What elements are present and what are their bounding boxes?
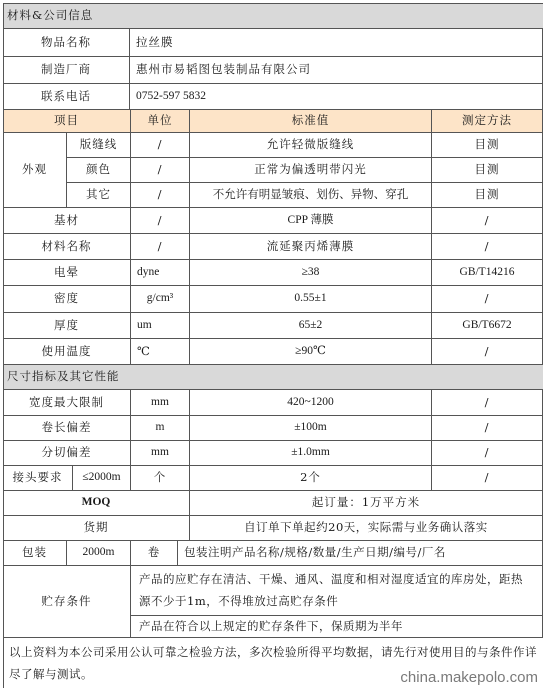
section-header-company bbox=[3, 3, 543, 29]
table-cell: 卷长偏差 bbox=[3, 416, 131, 441]
watermark: china.makepolo.com bbox=[400, 669, 538, 686]
footer-note: 以上资料为本公司采用公认可靠之检验方法，多次检验所得平均数据，请先行对使用目的与条件作详尽了解与测试。 bbox=[9, 645, 537, 681]
table-cell: 其它 bbox=[67, 183, 131, 208]
table-cell: GB/T6672 bbox=[432, 313, 543, 339]
column-header-method: 测定方法 bbox=[432, 110, 543, 133]
table-cell: 卷 bbox=[131, 541, 178, 566]
table-cell: 0.55±1 bbox=[190, 286, 432, 313]
table-cell: 颜色 bbox=[67, 158, 131, 183]
table-cell: / bbox=[131, 158, 190, 183]
label-manufacturer: 制造厂商 bbox=[3, 57, 130, 84]
table-cell: 厚度 bbox=[3, 313, 131, 339]
value-product-name: 拉丝膜 bbox=[130, 29, 543, 57]
table-cell: 宽度最大限制 bbox=[3, 390, 131, 416]
label-product-name: 物品名称 bbox=[3, 29, 130, 57]
table-cell: MOQ bbox=[3, 491, 190, 516]
table-cell: mm bbox=[131, 390, 190, 416]
table-cell: / bbox=[131, 234, 190, 260]
table-cell: 2000m bbox=[67, 541, 131, 566]
table-cell: ℃ bbox=[131, 339, 190, 365]
table-cell: 目测 bbox=[432, 183, 543, 208]
table-cell: ≥90℃ bbox=[190, 339, 432, 365]
table-cell: / bbox=[432, 234, 543, 260]
table-cell: 材料名称 bbox=[3, 234, 131, 260]
table-cell: 正常为偏透明带闪光 bbox=[190, 158, 432, 183]
table-cell: / bbox=[131, 133, 190, 158]
table-cell: mm bbox=[131, 441, 190, 466]
table-cell: um bbox=[131, 313, 190, 339]
table-cell: 目测 bbox=[432, 158, 543, 183]
table-cell: / bbox=[432, 441, 543, 466]
table-cell: / bbox=[432, 466, 543, 491]
table-cell: 使用温度 bbox=[3, 339, 131, 365]
table-cell: GB/T14216 bbox=[432, 260, 543, 286]
table-cell: dyne bbox=[131, 260, 190, 286]
table-cell: 不允许有明显皱痕、划伤、异物、穿孔 bbox=[190, 183, 432, 208]
column-header-standard: 标准值 bbox=[190, 110, 432, 133]
section-header-dimensions bbox=[3, 365, 543, 390]
table-cell: / bbox=[432, 390, 543, 416]
table-cell: 货期 bbox=[3, 516, 190, 541]
appearance-label: 外观 bbox=[3, 133, 67, 208]
table-cell: ≤2000m bbox=[73, 466, 131, 491]
label-phone: 联系电话 bbox=[3, 84, 130, 110]
table-cell: 起订量：1万平方米 bbox=[190, 491, 543, 516]
table-cell: 版缝线 bbox=[67, 133, 131, 158]
table-cell: 密度 bbox=[3, 286, 131, 313]
table-cell: 分切偏差 bbox=[3, 441, 131, 466]
table-cell: 贮存条件 bbox=[3, 566, 131, 638]
table-cell: ≥38 bbox=[190, 260, 432, 286]
table-cell: 允许轻微版缝线 bbox=[190, 133, 432, 158]
table-cell: 包装 bbox=[3, 541, 67, 566]
table-cell: 产品的应贮存在清洁、干燥、通风、温度和相对湿度适宜的库房处，距热源不少于1m，不得堆放过高贮存条件 bbox=[131, 566, 543, 616]
table-cell: 个 bbox=[131, 466, 190, 491]
table-cell: 2个 bbox=[190, 466, 432, 491]
table-cell: / bbox=[432, 416, 543, 441]
table-cell: ±1.0mm bbox=[190, 441, 432, 466]
column-header-unit: 单位 bbox=[131, 110, 190, 133]
table-cell: 流延聚丙烯薄膜 bbox=[190, 234, 432, 260]
section-title: 材料&公司信息 bbox=[7, 7, 94, 22]
table-cell: 产品在符合以上规定的贮存条件下，保质期为半年 bbox=[131, 616, 543, 638]
table-cell: m bbox=[131, 416, 190, 441]
table-cell: / bbox=[432, 339, 543, 365]
table-cell: 接头要求 bbox=[3, 466, 73, 491]
table-cell: / bbox=[131, 183, 190, 208]
table-cell: / bbox=[131, 208, 190, 234]
table-cell: 65±2 bbox=[190, 313, 432, 339]
table-cell: 电晕 bbox=[3, 260, 131, 286]
table-cell: 自订单下单起约20天，实际需与业务确认落实 bbox=[190, 516, 543, 541]
table-cell: g/cm³ bbox=[131, 286, 190, 313]
table-cell: 420~1200 bbox=[190, 390, 432, 416]
table-cell: / bbox=[432, 208, 543, 234]
table-cell: ±100m bbox=[190, 416, 432, 441]
section-title: 尺寸指标及其它性能 bbox=[7, 369, 120, 384]
table-cell: 包装注明产品名称/规格/数量/生产日期/编号/厂名 bbox=[178, 541, 543, 566]
table-cell: / bbox=[432, 286, 543, 313]
value-phone: 0752-597 5832 bbox=[130, 84, 543, 110]
value-manufacturer: 惠州市易韬图包装制品有限公司 bbox=[130, 57, 543, 84]
column-header-item: 项目 bbox=[3, 110, 131, 133]
table-cell: 基材 bbox=[3, 208, 131, 234]
table-cell: CPP 薄膜 bbox=[190, 208, 432, 234]
table-cell: 目测 bbox=[432, 133, 543, 158]
